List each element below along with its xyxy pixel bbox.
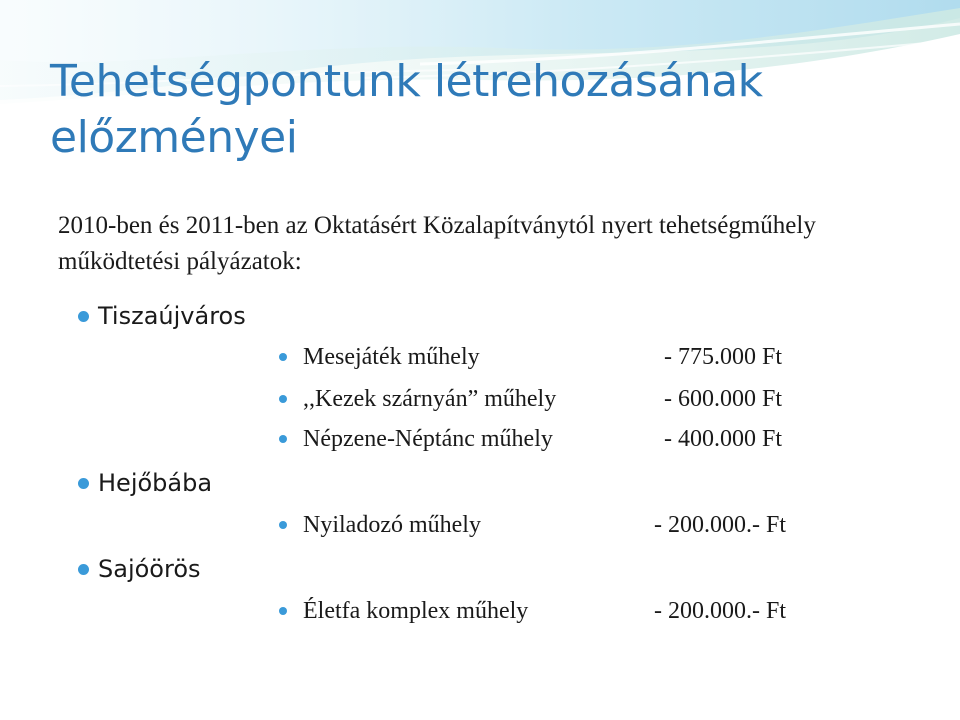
bullet-icon [279, 435, 287, 443]
bullet-icon [279, 607, 287, 615]
workshop-amount: - 200.000.- Ft [654, 598, 786, 624]
intro-text: 2010-ben és 2011-ben az Oktatásért Közalapítványtól nyert tehetségműhely működtetési pályázatok: [58, 212, 816, 275]
location-name: Sajóörös [98, 555, 201, 583]
location-item [98, 467, 212, 499]
bullet-icon [279, 395, 287, 403]
bullet-icon [78, 478, 89, 489]
workshop-name: Népzene-Néptánc műhely [303, 426, 553, 452]
workshop-item [303, 596, 528, 626]
location-item [98, 553, 201, 585]
bullet-icon [279, 521, 287, 529]
bullet-icon [279, 353, 287, 361]
workshop-item [303, 342, 480, 372]
workshop-name: Életfa komplex műhely [303, 598, 529, 624]
workshop-amount: - 400.000 Ft [664, 426, 783, 452]
location-name: Hejőbába [98, 469, 213, 497]
bullet-icon [78, 564, 89, 575]
bullet-icon [78, 311, 89, 322]
workshop-name: ,,Kezek szárnyán” műhely [303, 386, 557, 412]
workshop-amount: - 600.000 Ft [664, 386, 783, 412]
workshop-amount: - 200.000.- Ft [654, 512, 786, 538]
workshop-item [303, 384, 556, 414]
location-item [98, 300, 246, 332]
workshop-item [303, 424, 553, 454]
workshop-amount: - 775.000 Ft [664, 344, 783, 370]
location-name: Tiszaújváros [98, 302, 246, 330]
workshop-item [303, 510, 481, 540]
workshop-name: Nyiladozó műhely [303, 512, 481, 538]
slide-title: Tehetségpontunk létrehozásának előzményei [50, 56, 763, 163]
workshop-name: Mesejáték műhely [303, 344, 480, 370]
